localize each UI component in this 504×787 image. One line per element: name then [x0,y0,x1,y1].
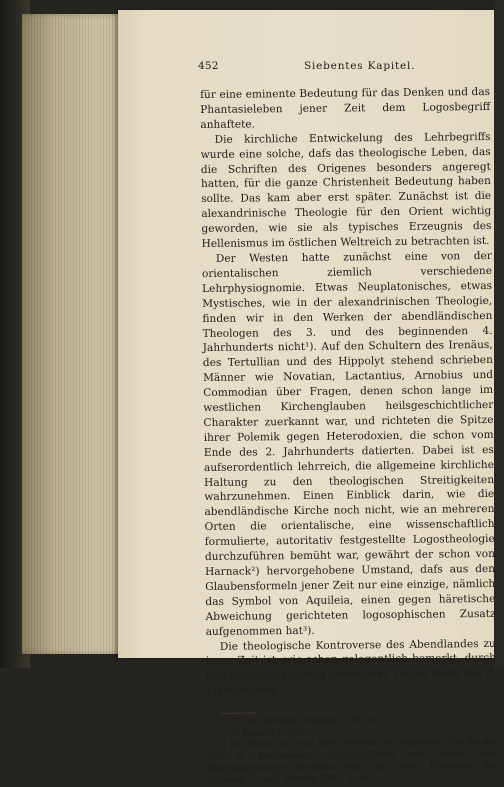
footnote: ¹) Vgl. Harnack, Dogmg. I, 623 fg. [232,715,382,727]
body-text [200,85,497,787]
footnote: ³) Die Worte von Gott Vater invisibili et impassibili, die bis auf das 3. Jahrhundert zurückzuführen und gegen den Patripassianismus gerichtet sind. Vgl. Hahn, Bibliothek der Symbole. 3. Aufl. Breslau 1897. S. 42. [206,737,498,786]
running-head: Siebentes Kapitel. [304,60,416,72]
footnote: ²) Ebenda I, 621. [232,727,307,739]
paragraph: für eine eminente Bedeutung für das Denken und das Phantasieleben jener Zeit dem Logosbegriff anhaftete. [200,85,491,131]
book-cover-right [494,0,504,668]
page-header [198,60,478,76]
book-page [118,10,498,786]
paragraph: Die theologische Kontroverse des Abendlandes zu jener Zeit ist, wie schon gelegentlich bemerkt, durch den Monarchianismus bezeichnet. Gegen Ende des 2. Jahrhunderts [205,637,497,698]
page-number: 452 [198,60,219,72]
page-block-edge [22,14,122,654]
footnote-divider [221,713,257,714]
paragraph: Die kirchliche Entwickelung des Lehrbegriffs wurde eine solche, dafs das theologische Leben, das die Schriften des Origenes besonders angeregt hatten, für die ganze Christenheit Bedeutung haben sollte. Das kam aber erst später. Zunächst ist die alexandrinische Theologie für den Orient wichtig geworden, wie sie als typisches Erzeugnis des Hellenismus im östlichen Weltreich zu betrachten ist. [200,130,492,251]
paragraph: Der Westen hatte zunächst eine von der orientalischen ziemlich verschiedene Lehrphysiognomie. Etwas Neuplatonisches, etwas Mystisches, wie in der alexandrinischen Theologie, finden wir in den Werken der abendländischen Theologen des 3. und des beginnenden 4. Jahrhunderts nicht¹). Auf den Schultern des Irenäus, des Tertullian und des Hippolyt stehend schrieben Männer wie Novatian, Lactantius, Arnobius und Commodian über Fragen, denen schon lange im westlichen Kirchenglauben heilsgeschichtlicher Charakter zuerkannt war, und richteten die Spitze ihrer Polemik gegen Heterodoxien, die schon vom Ende des 2. Jahrhunderts datierten. Dabei ist es aufserordentlich lehrreich, die allgemeine kirchliche Haltung zu den theologischen Streitigkeiten wahrzunehmen. Einen Einblick darin, wie die abendländische Kirche noch nicht, wie an mehreren Orten die orientalische, eine wissenschaftlich formulierte, autoritativ festgestellte Logostheologie durchzuführen bemüht war, gewährt der schon von Harnack²) hervorgehobene Umstand, dafs aus den Glaubensformeln jener Zeit nur eine einzige, nämlich das Symbol von Aquileia, einen gegen häretische Abweichung gerichteten logosophischen Zusatz aufgenommen hat³). [201,249,496,638]
